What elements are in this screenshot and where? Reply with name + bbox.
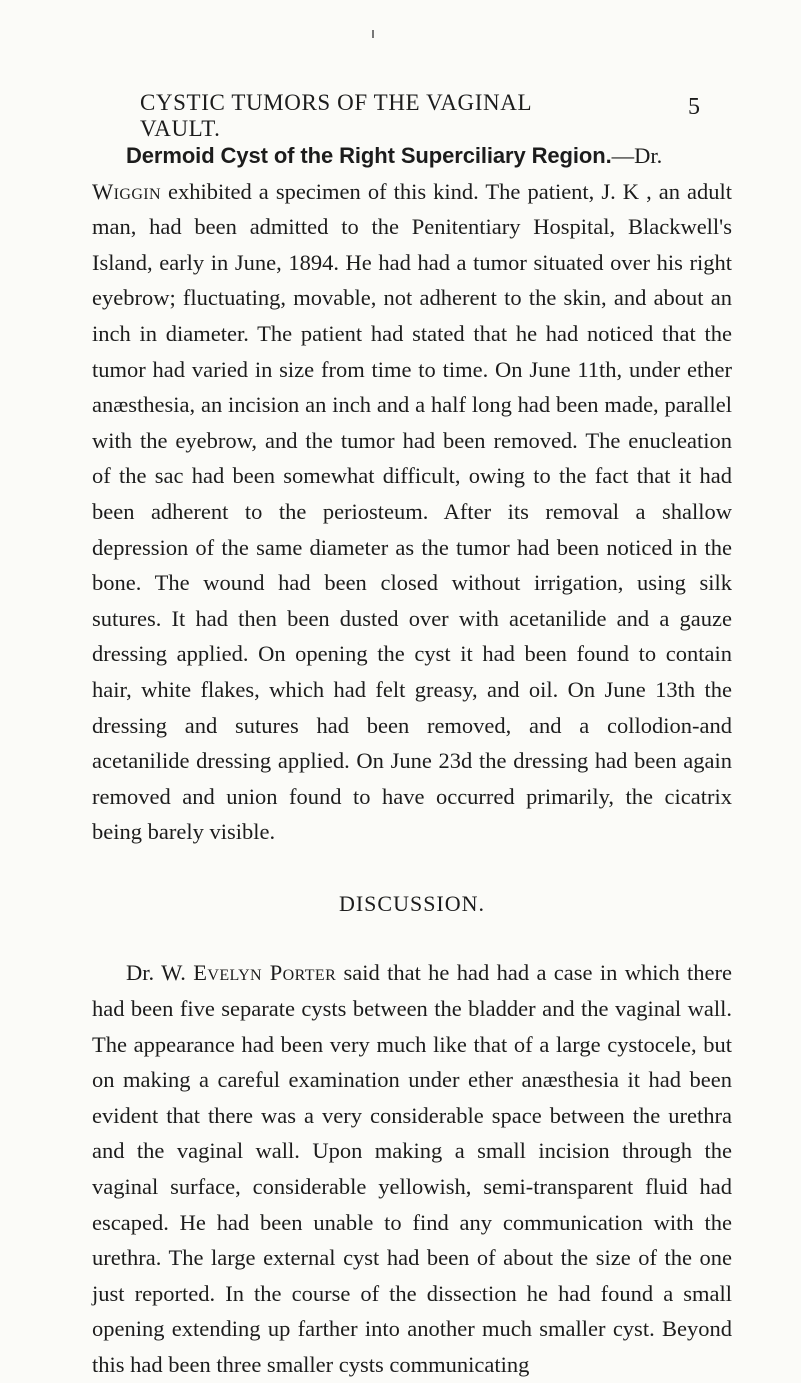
- paragraph-dermoid-cyst: [92, 138, 732, 850]
- heading-dash-dr: —Dr.: [611, 143, 663, 168]
- section-heading-discussion: DISCUSSION.: [338, 890, 486, 916]
- paragraph-discussion: [92, 955, 732, 1382]
- person-name-wiggin: Wiggin: [92, 178, 161, 204]
- print-speck: [372, 30, 374, 38]
- body-text: [92, 138, 732, 1383]
- page-number: 5: [688, 94, 700, 120]
- person-name-porter: Evelyn Porter: [193, 960, 337, 986]
- article-heading: Dermoid Cyst of the Right Superciliary Region.: [126, 143, 612, 168]
- paragraph-text: exhibited a specimen of this kind. The patient, J. K , an adult man, had been admitted to the Penitentiary Hospital, Blackwell's Island, early in June, 1894. He had had a tumor situated over his right eyebrow; fluctuating, movable, not adherent to the skin, and about an inch in diameter. The patient had stated that he had noticed that the tumor had varied in size from time to time. On June 11th, under ether anæsthesia, an incision an inch and a half long had been made, parallel with the eyebrow, and the tumor had been removed. The enucleation of the sac had been somewhat difficult, owing to the fact that it had been adherent to the periosteum. After its removal a shallow depression of the same diameter as the tumor had been noticed in the bone. The wound had been closed without irrigation, using silk sutures. It had then been dusted over with acetanilide and a gauze dressing applied. On opening the cyst it had been found to contain hair, white flakes, which had felt greasy, and oil. On June 13th the dressing and sutures had been removed, and a collodion-and acetanilide dressing applied. On June 23d the dressing had been again removed and union found to have occurred primarily, the cicatrix being barely visible.: [92, 178, 733, 845]
- running-head: CYSTIC TUMORS OF THE VAGINAL VAULT.: [140, 90, 532, 141]
- discussion-text: said that he had had a case in which there had been five separate cysts between the bladder and the vaginal wall. The appearance had been very much like that of a large cystocele, but on making a careful examination under ether anæsthesia it had been evident that there was a very considerable space between the urethra and the vaginal wall. Upon making a small incision through the vaginal surface, considerable yellowish, semi-transparent fluid had escaped. He had been unable to find any communication with the urethra. The large external cyst had been of about the size of the one just reported. In the course of the dissection he had found a small opening extending up farther into another much smaller cyst. Beyond this had been three smaller cysts communicating: [92, 960, 733, 1377]
- discussion-dr: Dr. W.: [126, 960, 186, 986]
